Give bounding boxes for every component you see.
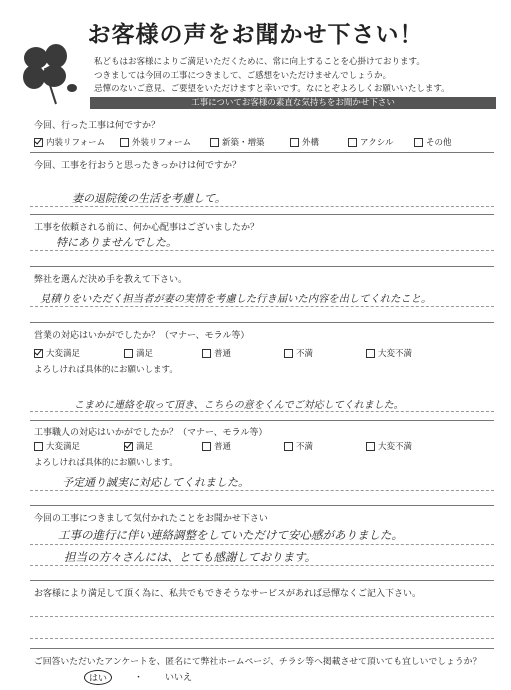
divider xyxy=(30,648,494,649)
checkbox-icon[interactable] xyxy=(210,138,219,147)
answer-line xyxy=(30,638,494,639)
q5-label: 営業の対応はいかがでしたか？（マナー、モラル等） xyxy=(34,331,250,341)
q9-label: ご回答いただいたアンケートを、匿名にて弊社ホームページ、チラシ等へ掲載させて頂いても宜しいでしょうか？ xyxy=(34,657,482,667)
q9-options xyxy=(84,670,192,685)
q5-options xyxy=(34,347,446,359)
q8-label: お客様により満足して頂く為に、私共でもできそうなサービスがあれば忌憚なくご記入下さい。 xyxy=(34,589,422,599)
checkbox-icon[interactable] xyxy=(366,442,375,451)
q1-option[interactable]: 内装リフォーム xyxy=(34,136,120,148)
q6-option[interactable]: 大変不満 xyxy=(366,440,446,452)
q5-option[interactable]: 大変不満 xyxy=(366,347,446,359)
checkbox-icon[interactable] xyxy=(414,138,423,147)
checkbox-icon[interactable] xyxy=(348,138,357,147)
q6-option[interactable]: 満足 xyxy=(124,440,202,452)
answer-line xyxy=(30,306,494,307)
checkbox-icon[interactable] xyxy=(120,138,129,147)
q6-option[interactable]: 不満 xyxy=(284,440,366,452)
checkbox-icon[interactable] xyxy=(366,349,375,358)
checkbox-icon[interactable] xyxy=(202,442,211,451)
q1-option[interactable]: 新築・増築 xyxy=(210,136,290,148)
intro-line: 忌憚のないご意見、ご要望をいただけますと幸いです。なにとぞよろしくお願いいたします。 xyxy=(94,84,450,94)
q5-option[interactable]: 不満 xyxy=(284,347,366,359)
checkbox-icon[interactable] xyxy=(202,349,211,358)
q6-detail-label: よろしければ具体的にお願いします。 xyxy=(34,458,178,468)
q2-answer: 妻の退院後の生活を考慮して。 xyxy=(72,192,226,205)
answer-line xyxy=(30,544,494,545)
answer-line xyxy=(30,565,494,566)
checkbox-icon[interactable] xyxy=(124,442,133,451)
q6-options xyxy=(34,440,446,452)
q1-option[interactable]: その他 xyxy=(414,136,474,148)
intro-text xyxy=(94,56,504,97)
section-banner: 工事についてお客様の素直な気持ちをお聞かせ下さい xyxy=(90,97,496,109)
intro-line: 私どもはお客様によりご満足いただくために、常に向上することを心掛けております。 xyxy=(94,57,425,67)
divider xyxy=(30,266,494,267)
q5-detail-label: よろしければ具体的にお願いします。 xyxy=(34,365,178,375)
q5-option[interactable]: 大変満足 xyxy=(34,347,124,359)
checkbox-icon[interactable] xyxy=(124,349,133,358)
q4-label: 弊社を選んだ決め手を教えて下さい。 xyxy=(34,275,188,285)
page-title: お客様の声をお聞かせ下さい！ xyxy=(87,22,424,48)
q6-option[interactable]: 大変満足 xyxy=(34,440,124,452)
q7-answer-line1: 工事の進行に伴い連絡調整をしていただけて安心感がありました。 xyxy=(58,528,403,542)
intro-line: つきましては今回の工事につきまして、ご感想をいただけませんでしょうか。 xyxy=(94,70,392,81)
checkbox-icon[interactable] xyxy=(284,349,293,358)
checkbox-icon[interactable] xyxy=(290,138,299,147)
answer-line xyxy=(30,616,494,617)
q1-option[interactable]: 外装リフォーム xyxy=(120,136,210,148)
q7-answer-line2: 担当の方々さんには、とても感謝しております。 xyxy=(64,550,317,564)
answer-line xyxy=(30,250,494,251)
checkbox-icon[interactable] xyxy=(34,442,43,451)
q9-separator: ・ xyxy=(134,673,144,683)
q7-label: 今回の工事につきまして気付かれたことをお聞かせ下さい xyxy=(34,514,268,524)
q9-no-option[interactable]: いいえ xyxy=(165,673,193,683)
q6-answer: 予定通り誠実に対応してくれました。 xyxy=(62,476,249,489)
answer-line xyxy=(30,206,494,207)
q5-option[interactable]: 満足 xyxy=(124,347,202,359)
q1-option[interactable]: アクシル xyxy=(348,136,414,148)
q1-label: 今回、行った工事は何ですか？ xyxy=(34,121,161,131)
q2-label: 今回、工事を行おうと思ったきっかけは何ですか？ xyxy=(34,161,242,171)
q4-answer: 見積りをいただく担当者が妻の実情を考慮した行き届いた内容を出してくれたこと。 xyxy=(40,293,432,305)
q3-label: 工事を依頼される前に、何か心配事はございましたか？ xyxy=(34,223,260,233)
divider xyxy=(30,322,494,323)
divider xyxy=(30,152,494,153)
answer-line xyxy=(30,411,494,412)
q5-option[interactable]: 普通 xyxy=(202,347,284,359)
checkbox-icon[interactable] xyxy=(34,138,43,147)
q3-answer: 特にありませんでした。 xyxy=(56,236,177,249)
q9-yes-option[interactable]: はい xyxy=(84,670,112,685)
q5-answer: こまめに連絡を取って頂き、こちらの意をくんでご対応してくれました。 xyxy=(74,400,404,411)
checkbox-icon[interactable] xyxy=(284,442,293,451)
q6-label: 工事職人の対応はいかがでしたか？（マナー、モラル等） xyxy=(34,428,268,438)
divider xyxy=(30,580,494,581)
q1-option[interactable]: 外構 xyxy=(290,136,348,148)
divider xyxy=(30,420,494,421)
answer-line xyxy=(30,490,494,491)
divider xyxy=(30,505,494,506)
q1-options xyxy=(34,136,474,148)
checkbox-icon[interactable] xyxy=(34,349,43,358)
q6-option[interactable]: 普通 xyxy=(202,440,284,452)
divider xyxy=(30,214,494,215)
